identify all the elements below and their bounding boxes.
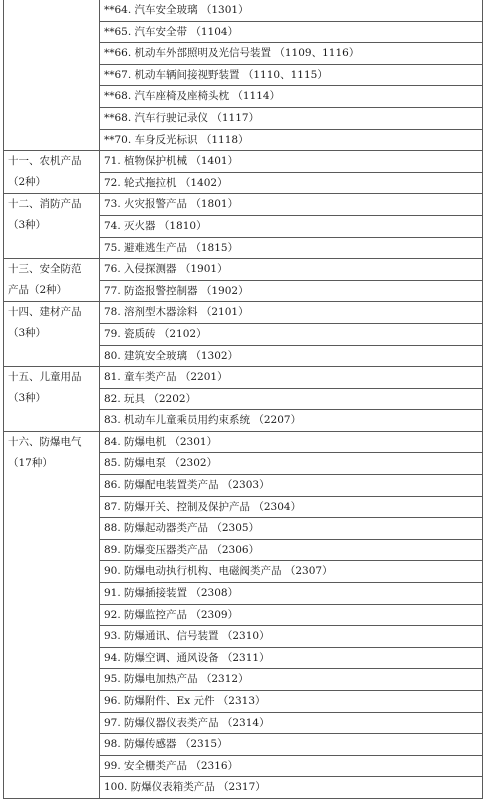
product-item: 97. 防爆仪器仪表类产品 （2314） xyxy=(100,712,483,734)
catalog-table xyxy=(3,0,483,799)
product-item: **64. 汽车安全玻璃 （1301） xyxy=(100,0,483,21)
product-item: 95. 防爆电加热产品 （2312） xyxy=(100,669,483,691)
product-item: 94. 防爆空调、通风设备 （2311） xyxy=(100,647,483,669)
product-item: 92. 防爆监控产品 （2309） xyxy=(100,604,483,626)
product-item: **66. 机动车外部照明及光信号装置 （1109、1116） xyxy=(100,43,483,65)
product-item: 83. 机动车儿童乘员用约束系统 （2207） xyxy=(100,410,483,432)
product-item: 84. 防爆电机 （2301） xyxy=(100,431,483,453)
category-name: 十一、农机产品 xyxy=(8,155,82,168)
table-row xyxy=(4,194,483,216)
product-item: 75. 避难逃生产品 （1815） xyxy=(100,237,483,259)
product-item: 80. 建筑安全玻璃 （1302） xyxy=(100,345,483,367)
product-item: 87. 防爆开关、控制及保护产品 （2304） xyxy=(100,496,483,518)
product-item: 88. 防爆起动器类产品 （2305） xyxy=(100,518,483,540)
category-cell xyxy=(4,151,100,194)
product-item: 79. 瓷质砖 （2102） xyxy=(100,323,483,345)
table-row xyxy=(4,302,483,324)
product-item: **68. 汽车座椅及座椅头枕 （1114） xyxy=(100,86,483,108)
table-row xyxy=(4,259,483,281)
category-cell-continued xyxy=(4,0,100,151)
product-item: 91. 防爆插接装置 （2308） xyxy=(100,583,483,605)
table-row xyxy=(4,0,483,21)
category-cell xyxy=(4,259,100,302)
product-item: 96. 防爆附件、Ex 元件 （2313） xyxy=(100,691,483,713)
product-item: 93. 防爆通讯、信号装置 （2310） xyxy=(100,626,483,648)
product-item: 81. 童车类产品 （2201） xyxy=(100,367,483,389)
product-item: 77. 防盗报警控制器 （1902） xyxy=(100,280,483,302)
product-item: **70. 车身反光标识 （1118） xyxy=(100,129,483,151)
category-cell xyxy=(4,431,100,798)
category-name: 十五、儿童用品 xyxy=(8,371,82,384)
product-item: 72. 轮式拖拉机 （1402） xyxy=(100,172,483,194)
product-item: 76. 入侵探测器 （1901） xyxy=(100,259,483,281)
product-item: 82. 玩具 （2202） xyxy=(100,388,483,410)
product-item: 85. 防爆电泵 （2302） xyxy=(100,453,483,475)
category-count: （2种） xyxy=(8,176,47,189)
product-item: 71. 植物保护机械 （1401） xyxy=(100,151,483,173)
product-item: 78. 溶剂型木器涂料 （2101） xyxy=(100,302,483,324)
product-item: **67. 机动车辆间接视野装置 （1110、1115） xyxy=(100,64,483,86)
category-count: （17种） xyxy=(8,456,53,469)
product-item: 100. 防爆仪表箱类产品 （2317） xyxy=(100,777,483,799)
product-item: 86. 防爆配电装置类产品 （2303） xyxy=(100,475,483,497)
category-cell xyxy=(4,367,100,432)
category-name: 十二、消防产品 xyxy=(8,198,82,211)
product-item: 73. 火灾报警产品 （1801） xyxy=(100,194,483,216)
category-cell xyxy=(4,302,100,367)
category-cell xyxy=(4,194,100,259)
product-item: 74. 灭火器 （1810） xyxy=(100,215,483,237)
category-name: 十四、建材产品 xyxy=(8,306,82,319)
product-item: 98. 防爆传感器 （2315） xyxy=(100,734,483,756)
product-item: 99. 安全栅类产品 （2316） xyxy=(100,755,483,777)
product-item: 90. 防爆电动执行机构、电磁阀类产品 （2307） xyxy=(100,561,483,583)
category-count: 产品（2种） xyxy=(8,284,68,297)
table-row xyxy=(4,367,483,389)
category-name: 十六、防爆电气 xyxy=(8,435,82,448)
category-count: （3种） xyxy=(8,219,47,232)
category-count: （3种） xyxy=(8,392,47,405)
table-row xyxy=(4,151,483,173)
product-item: 89. 防爆变压器类产品 （2306） xyxy=(100,539,483,561)
table-row xyxy=(4,431,483,453)
category-name: 十三、安全防范 xyxy=(8,263,82,276)
product-item: **68. 汽车行驶记录仪 （1117） xyxy=(100,107,483,129)
category-count: （3种） xyxy=(8,327,47,340)
product-item: **65. 汽车安全带 （1104） xyxy=(100,21,483,43)
